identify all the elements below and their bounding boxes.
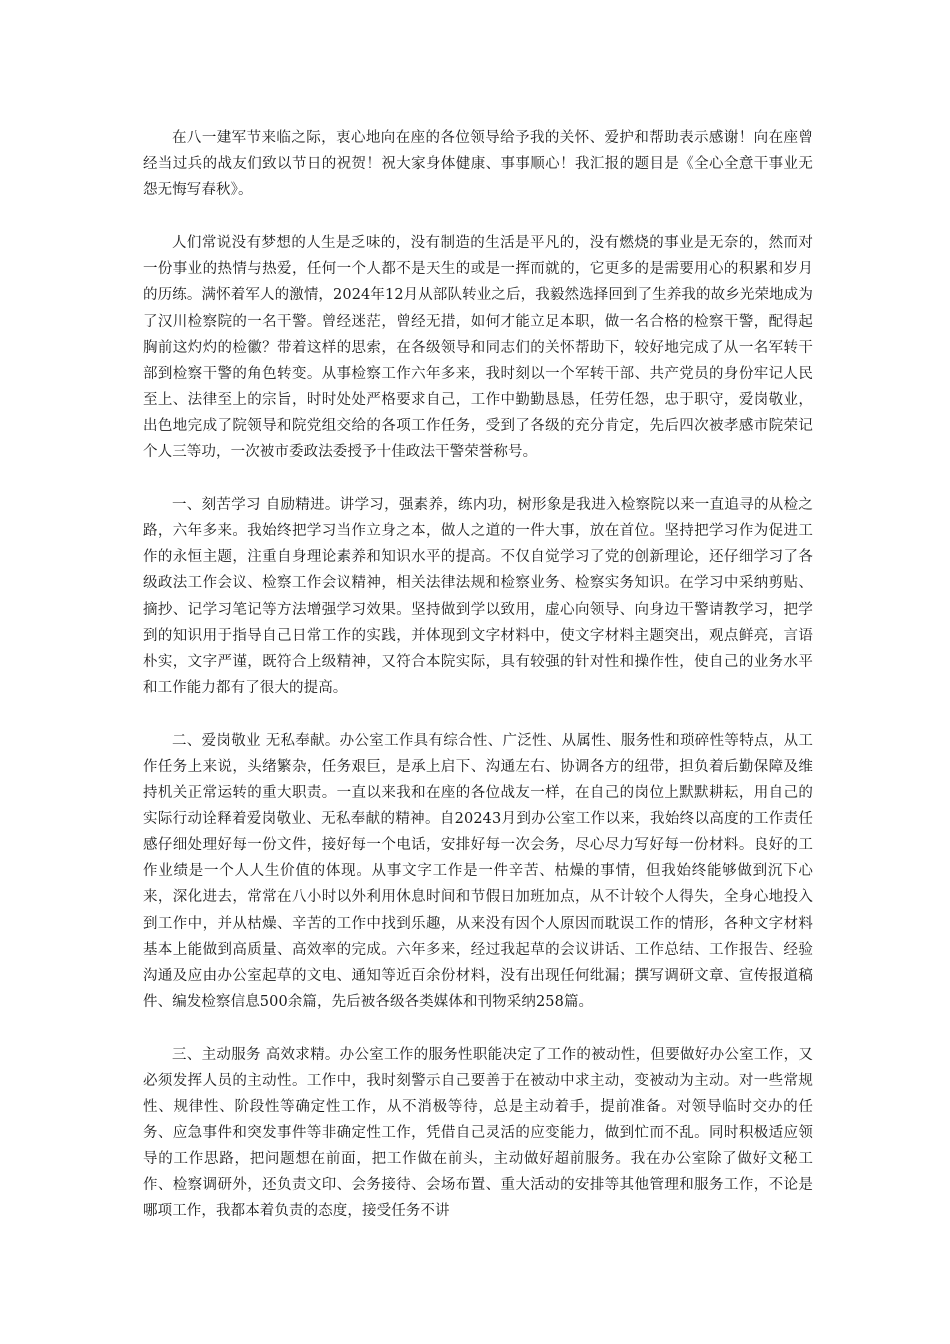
paragraph-intro: 在八一建军节来临之际，衷心地向在座的各位领导给予我的关怀、爱护和帮助表示感谢！向在座曾经当过兵的战友们致以节日的祝贺！祝大家身体健康、事事顺心！我汇报的题目是《全心全意干事业无怨无悔写春秋》。 xyxy=(143,130,813,199)
paragraph-section-dedication: 二、爱岗敬业 无私奉献。办公室工作具有综合性、广泛性、从属性、服务性和琐碎性等特点，从工作任务上来说，头绪繁杂，任务艰巨，是承上启下、沟通左右、协调各方的纽带，担负着后勤保障及维持机关正常运转的重大职责。一直以来我和在座的各位战友一样，在自己的岗位上默默耕耘，用自己的实际行动诠释着爱岗敬业、无私奉献的精神。自20243月到办公室工作以来，我始终以高度的工作责任感仔细处理好每一份文件，接好每一个电话，安排好每一次会务，尽心尽力写好每一份材料。良好的工作业绩是一个人人生价值的体现。从事文字工作是一件辛苦、枯燥的事情，但我始终能够做到沉下心来，深化进去，常常在八小时以外利用休息时间和节假日加班加点，从不计较个人得失，全身心地投入到工作中，并从枯燥、辛苦的工作中找到乐趣，从来没有因个人原因而耽误工作的情形，各种文字材料基本上能做到高质量、高效率的完成。六年多来，经过我起草的会议讲话、工作总结、工作报告、经验沟通及应由办公室起草的文电、通知等近百余份材料，没有出现任何纰漏；撰写调研文章、宣传报道稿件、编发检察信息500余篇，先后被各级各类媒体和刊物采纳258篇。 xyxy=(143,732,813,1010)
paragraph-section-study: 一、刻苦学习 自励精进。讲学习，强素养，练内功，树形象是我进入检察院以来一直追寻的从检之路，六年多来。我始终把学习当作立身之本，做人之道的一件大事，放在首位。坚持把学习作为促进工作的永恒主题，注重自身理论素养和知识水平的提高。不仅自觉学习了党的创新理论，还仔细学习了各级政法工作会议、检察工作会议精神，相关法律法规和检察业务、检察实务知识。在学习中采纳剪贴、摘抄、记学习笔记等方法增强学习效果。坚持做到学以致用，虚心向领导、向身边干警请教学习，把学到的知识用于指导自己日常工作的实践，并体现到文字材料中，使文字材料主题突出，观点鲜亮，言语朴实，文字严谨，既符合上级精神，又符合本院实际，具有较强的针对性和操作性，使自己的业务水平和工作能力都有了很大的提高。 xyxy=(143,497,813,696)
paragraph-background: 人们常说没有梦想的人生是乏味的，没有制造的生活是平凡的，没有燃烧的事业是无奈的，然而对一份事业的热情与热爱，任何一个人都不是天生的或是一挥而就的，它更多的是需要用心的积累和岁月的历练。满怀着军人的激情，2024年12月从部队转业之后，我毅然选择回到了生养我的故乡光荣地成为了汉川检察院的一名干警。曾经迷茫，曾经无措，如何才能立足本职，做一名合格的检察干警，配得起胸前这灼灼的检徽？带着这样的思索，在各级领导和同志们的关怀帮助下，较好地完成了从一名军转干部到检察干警的角色转变。从事检察工作六年多来，我时刻以一个军转干部、共产党员的身份牢记人民至上、法律至上的宗旨，时时处处严格要求自己，工作中勤勤恳恳，任劳任怨，忠于职守，爱岗敬业，出色地完成了院领导和院党组交给的各项工作任务，受到了各级的充分肯定，先后四次被孝感市院荣记个人三等功，一次被市委政法委授予十佳政法干警荣誉称号。 xyxy=(143,235,813,461)
paragraph-section-service: 三、主动服务 高效求精。办公室工作的服务性职能决定了工作的被动性，但要做好办公室工作，又必须发挥人员的主动性。工作中，我时刻警示自己要善于在被动中求主动，变被动为主动。对一些常规性、规律性、阶段性等确定性工作，从不消极等待，总是主动着手，提前准备。对领导临时交办的任务、应急事件和突发事件等非确定性工作，凭借自己灵活的应变能力，做到忙而不乱。同时积极适应领导的工作思路，把问题想在前面，把工作做在前头，主动做好超前服务。我在办公室除了做好文秘工作、检察调研外，还负责文印、会务接待、会场布置、重大活动的安排等其他管理和服务工作，不论是哪项工作，我都本着负责的态度，接受任务不讲 xyxy=(143,1046,813,1220)
document-body xyxy=(143,125,813,1225)
